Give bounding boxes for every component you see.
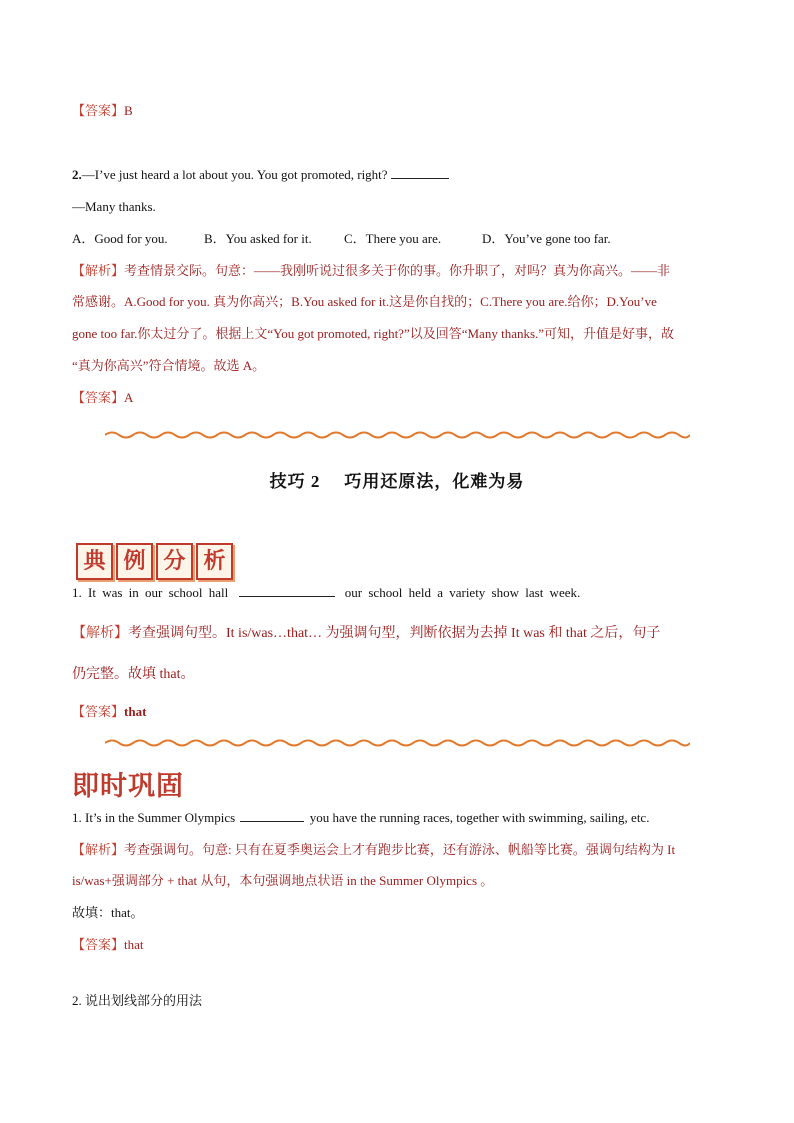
wavy-divider [105,737,690,749]
q2-analysis-line-1 [72,262,670,280]
q2-analysis-line-3: gone too far.你太过分了。根据上文“You got promoted, right?”以及回答“Many thanks.”可知，升值是好事，故 [72,326,675,341]
q2-options [72,230,611,248]
example-stem-before: 1. It was in our school hall [72,585,229,600]
practice-blank [240,809,304,822]
section-title-part1: 技巧 2 [269,472,321,491]
example-stem [72,584,580,602]
section-title [0,467,794,492]
q2-stem-text: —I’ve just heard a lot about you. You got promoted, right? [81,167,388,182]
answer-value: A [124,390,134,405]
next-question: 2. 说出划线部分的用法 [72,993,203,1008]
answer-tag: 【答案】 [72,103,125,118]
practice-stem [72,809,649,827]
practice-fill: 故填：that。 [72,905,144,920]
answer-tag: 【答案】 [72,937,125,952]
q2-blank [391,166,449,179]
answer-tag: 【答案】 [72,390,125,405]
q2-analysis-line-2: 常感谢。A.Good for you. 真为你高兴；B.You asked for it.这是你自找的；C.There you are.给你；D.You’ve [72,294,657,309]
section-title-part2: 巧用还原法，化难为易 [344,472,525,491]
answer-value: that [124,937,144,952]
example-analysis-line-2: 仍完整。故填 that。 [72,667,195,682]
q2-reply: —Many thanks. [72,199,156,214]
q1-answer [72,102,133,120]
analysis-text: 考查情景交际。句意：——我刚听说过很多关于你的事。你升职了，对吗？真为你高兴。——非 [124,263,671,278]
stamp-char: 例 [116,543,153,580]
analysis-tag: 【解析】 [72,626,128,641]
stamp-char: 典 [76,543,113,580]
q2-analysis-line-4: “真为你高兴”符合情境。故选 A。 [72,358,266,373]
example-answer [72,703,146,721]
option-a: A．Good for you. [72,231,168,246]
practice-analysis-line-2: is/was+强调部分 + that 从句，本句强调地点状语 in the Summer Olympics 。 [72,873,494,888]
analysis-tag: 【解析】 [72,263,125,278]
q2-answer [72,389,133,407]
analysis-tag: 【解析】 [72,842,125,857]
answer-value: that [124,704,147,719]
example-analysis-line-1 [72,625,660,643]
analysis-text: 考查强调句型。It is/was…that… 为强调句型，判断依据为去掉 It was 和 that 之后，句子 [128,626,661,641]
wavy-divider [105,429,690,441]
example-analysis-heading [76,543,233,580]
example-blank [239,584,335,597]
q2-stem [72,166,449,184]
option-b: B．You asked for it. [204,231,312,246]
answer-value: B [124,103,133,118]
stamp-char: 析 [196,543,233,580]
practice-analysis-line-1 [72,841,675,859]
answer-tag: 【答案】 [72,704,125,719]
practice-heading: 即时巩固 [72,771,184,801]
analysis-text: 考查强调句。句意: 只有在夏季奥运会上才有跑步比赛，还有游泳、帆船等比赛。强调句结构为 It [124,842,676,857]
practice-stem-after: you have the running races, together with swimming, sailing, etc. [309,810,650,825]
practice-stem-before: 1. It’s in the Summer Olympics [72,810,236,825]
example-stem-after: our school held a variety show last week. [344,585,581,600]
option-c: C．There you are. [344,231,442,246]
q2-number: 2. [72,167,82,182]
option-d: D．You’ve gone too far. [482,231,611,246]
stamp-char: 分 [156,543,193,580]
practice-answer [72,936,144,954]
